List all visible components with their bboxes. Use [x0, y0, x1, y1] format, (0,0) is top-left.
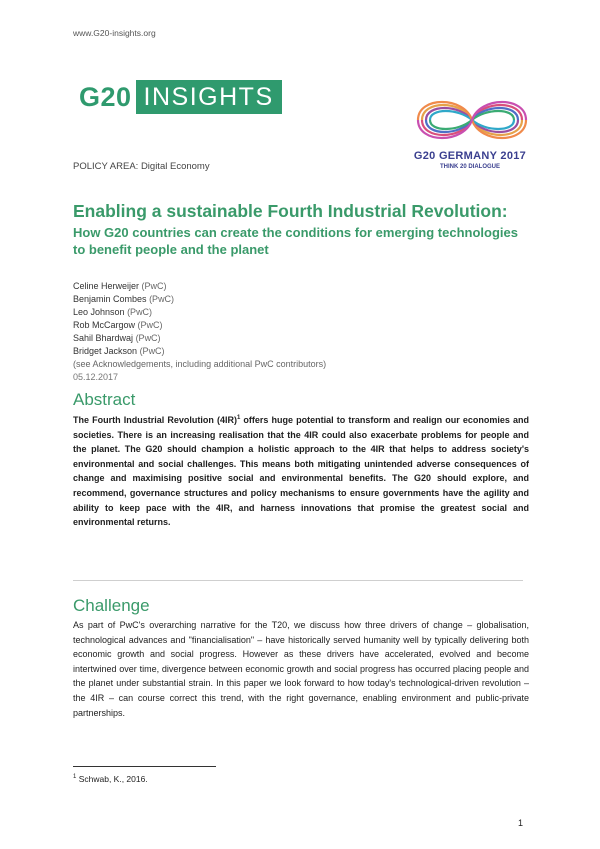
author: Celine Herweijer (PwC) [73, 281, 167, 291]
author-list [73, 280, 326, 371]
g20-insights-logo [79, 80, 282, 114]
g20-germany-knot-icon [412, 90, 532, 150]
challenge-heading: Challenge [73, 596, 150, 615]
authors-note: (see Acknowledgements, including additional PwC contributors) [73, 359, 327, 369]
emblem-subtitle: THINK 20 DIALOGUE [439, 164, 500, 170]
paper-title: Enabling a sustainable Fourth Industrial Revolution: [73, 201, 508, 221]
logo-g20-text: G20 [79, 82, 132, 112]
paper-subtitle: How G20 countries can create the conditions for emerging technologies to benefit people and the planet [73, 225, 518, 257]
footnote-ref[interactable]: 1 [236, 415, 241, 421]
emblem-title: G20 GERMANY 2017 [413, 150, 527, 162]
challenge-text: As part of PwC's overarching narrative for the T20, we discuss how three drivers of change – globalisation, technological advances and "financialisation" – have historically served humanity well by typically delivering both economic growth and social progress. However as these drivers have accelerated, evolved and become intertwined over time, divergence between economic growth and social progress has occurred placing people and the planet under substantial strain. In this paper we look forward to how today's technological-driven revolution – the 4IR – can course correct this trend, with the right governance, enabling environment and public-private partnerships. [73, 620, 529, 718]
section-divider [73, 580, 523, 581]
author: Benjamin Combes (PwC) [73, 294, 175, 304]
author: Bridget Jackson (PwC) [73, 346, 165, 356]
author: Rob McCargow (PwC) [73, 320, 163, 330]
footnote-divider [73, 766, 216, 767]
policy-area: POLICY AREA: Digital Economy [73, 161, 210, 172]
header-url: www.G20-insights.org [73, 28, 156, 38]
author: Leo Johnson (PwC) [73, 307, 153, 317]
abstract-heading: Abstract [73, 390, 136, 409]
author: Sahil Bhardwaj (PwC) [73, 333, 161, 343]
publication-date: 05.12.2017 [73, 372, 119, 382]
page-number: 1 [518, 818, 524, 828]
footnote: $^1$ Schwab, K., 2016. [73, 774, 148, 784]
abstract-text: The Fourth Industrial Revolution $(4IR)^1$ offers huge potential to transform and realign our economies and societies. There is an increasing realisation that the 4IR could also exacerbate problems for people and the planet. The G20 should champion a holistic approach to the 4IR that helps to address society's environmental and social challenges. This means both mitigating unintended adverse consequences of change and maximising positive social and environmental benefits. The G20 should explore, and recommend, governance structures and policy mechanisms to ensure governments have the agility and ability to keep pace with the 4IR, and harness innovations that promise the greatest social and environmental returns. [73, 415, 529, 528]
logo-insights-text: INSIGHTS [136, 80, 282, 114]
